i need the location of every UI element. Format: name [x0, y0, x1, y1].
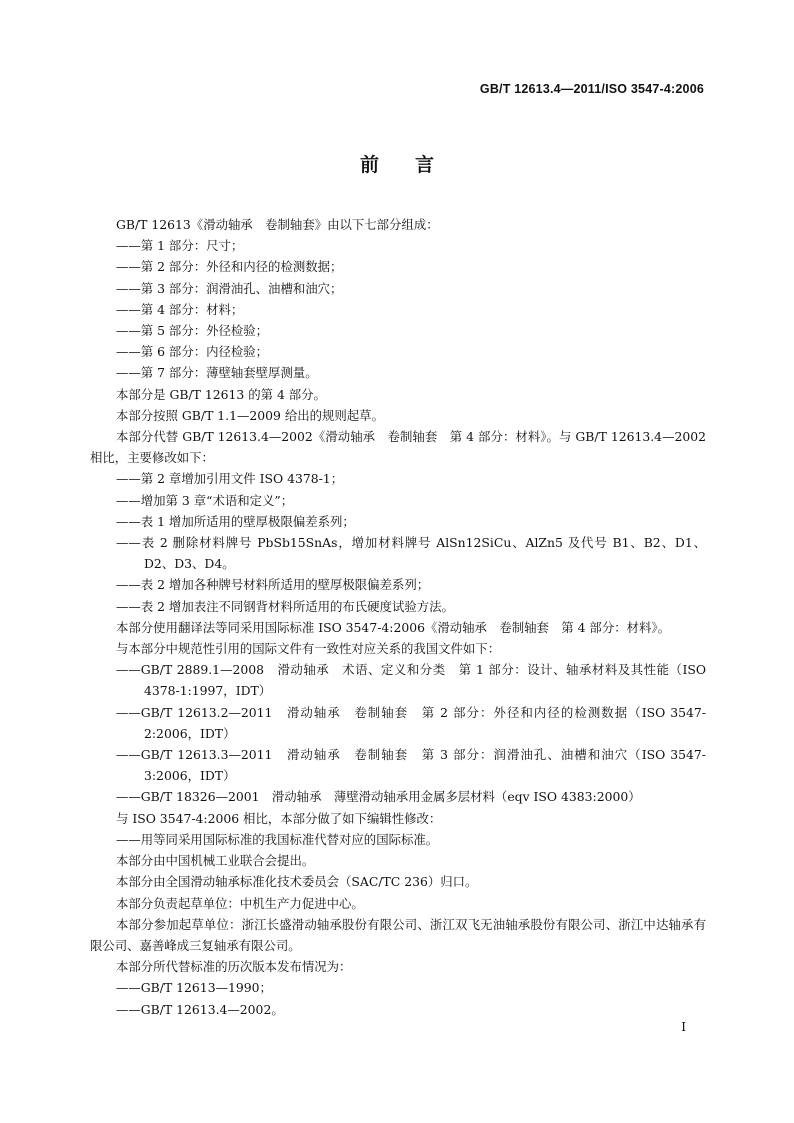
list-item: ——第 2 部分：外径和内径的检测数据；: [116, 259, 343, 275]
list-item: ——第 6 部分：内径检验；: [116, 344, 269, 360]
list-item: ——表 2 增加表注不同钢背材料所适用的布氏硬度试验方法。: [116, 598, 454, 614]
list-item: ——GB/T 12613.3—2011 滑动轴承 卷制轴套 第 3 部分：润滑油孔、油槽和油穴（ISO 3547-3:2006，IDT）: [116, 747, 706, 784]
list-item: ——GB/T 12613.4—2002。: [116, 1001, 284, 1017]
page-title: 前言: [359, 154, 470, 176]
list-item: ——第 1 部分：尺寸；: [116, 238, 244, 254]
page-number: I: [681, 1020, 686, 1034]
paragraph: 本部分负责起草单位：中机生产力促进中心。: [116, 895, 364, 911]
list-item: ——第 7 部分：薄壁轴套壁厚测量。: [116, 365, 318, 381]
paragraph: 本部分参加起草单位：浙江长盛滑动轴承股份有限公司、浙江双飞无油轴承股份有限公司、浙江中达轴承有限公司、嘉善峰成三复轴承有限公司。: [90, 916, 706, 953]
paragraph: 本部分是 GB/T 12613 的第 4 部分。: [116, 386, 326, 402]
list-item: ——GB/T 12613—1990；: [116, 980, 272, 996]
paragraph: GB/T 12613《滑动轴承 卷制轴套》由以下七部分组成：: [116, 217, 439, 232]
list-item: ——GB/T 12613.2—2011 滑动轴承 卷制轴套 第 2 部分：外径和内径的检测数据（ISO 3547-2:2006，IDT）: [116, 704, 706, 741]
list-item: ——用等同采用国际标准的我国标准代替对应的国际标准。: [116, 831, 439, 847]
paragraph: 本部分所代替标准的历次版本发布情况为：: [116, 959, 352, 975]
paragraph: 本部分按照 GB/T 1.1—2009 给出的规则起草。: [116, 407, 384, 423]
list-item: ——GB/T 18326—2001 滑动轴承 薄壁滑动轴承用金属多层材料（eqv ISO 4383:2000）: [116, 789, 641, 805]
paragraph: 本部分使用翻译法等同采用国际标准 ISO 3547-4:2006《滑动轴承 卷制轴套 第 4 部分：材料》。: [116, 619, 670, 635]
list-item: ——第 4 部分：材料；: [116, 301, 244, 317]
foreword-body: [90, 214, 706, 1020]
list-item: ——第 3 部分：润滑油孔、油槽和油穴；: [116, 280, 343, 296]
paragraph: 本部分由全国滑动轴承标准化技术委员会（SAC/TC 236）归口。: [116, 874, 478, 890]
list-item: ——第 2 章增加引用文件 ISO 4378-1；: [116, 471, 344, 487]
list-item: ——GB/T 2889.1—2008 滑动轴承 术语、定义和分类 第 1 部分：设计、轴承材料及其性能（ISO 4378-1:1997，IDT）: [116, 662, 706, 699]
list-item: ——表 2 增加各种牌号材料所适用的壁厚极限偏差系列；: [116, 577, 430, 593]
list-item: ——第 5 部分：外径检验；: [116, 323, 269, 339]
list-item: ——表 2 删除材料牌号 PbSb15SnAs，增加材料牌号 AlSn12SiCu、AlZn5 及代号 B1、B2、D1、D2、D3、D4。: [116, 535, 706, 572]
paragraph: 本部分由中国机械工业联合会提出。: [116, 853, 315, 869]
list-item: ——增加第 3 章“术语和定义”；: [116, 492, 294, 508]
paragraph: 与本部分中规范性引用的国际文件有一致性对应关系的我国文件如下：: [116, 641, 501, 657]
list-item: ——表 1 增加所适用的壁厚极限偏差系列；: [116, 513, 355, 529]
paragraph: 与 ISO 3547-4:2006 相比，本部分做了如下编辑性修改：: [116, 810, 442, 826]
paragraph: 本部分代替 GB/T 12613.4—2002《滑动轴承 卷制轴套 第 4 部分：材料》。与 GB/T 12613.4—2002 相比，主要修改如下：: [90, 429, 706, 466]
document-code-header: GB/T 12613.4—2011/ISO 3547-4:2006: [479, 82, 704, 96]
